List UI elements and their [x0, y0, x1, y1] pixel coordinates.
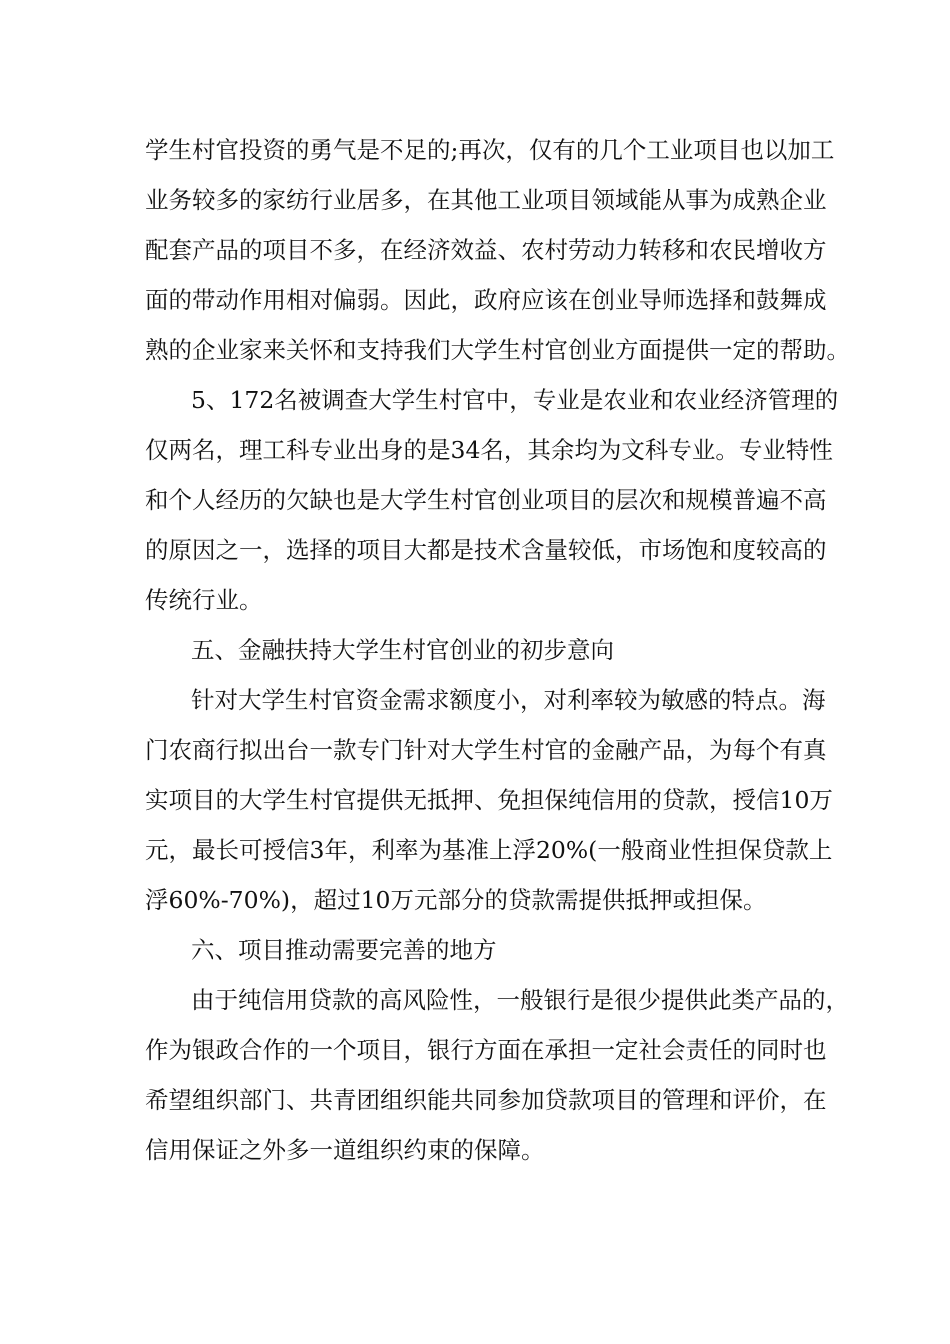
paragraph-4-line-4: 信用保证之外多一道组织约束的保障。 [145, 1136, 545, 1164]
paragraph-4-line-2: 作为银政合作的一个项目，银行方面在承担一定社会责任的同时也 [145, 1036, 827, 1064]
paragraph-2-line-4: 的原因之一，选择的项目大都是技术含量较低，市场饱和度较高的 [145, 536, 827, 564]
section-heading-5: 五、金融扶持大学生村官创业的初步意向 [191, 636, 614, 664]
paragraph-3-line-5: 浮60%-70%)，超过10万元部分的贷款需提供抵押或担保。 [145, 886, 767, 914]
paragraph-1-line-5: 熟的企业家来关怀和支持我们大学生村官创业方面提供一定的帮助。 [145, 336, 850, 364]
paragraph-1-line-1: 学生村官投资的勇气是不足的;再次，仅有的几个工业项目也以加工 [145, 136, 835, 164]
paragraph-1-line-3: 配套产品的项目不多，在经济效益、农村劳动力转移和农民增收方 [145, 236, 827, 264]
paragraph-4-line-1: 由于纯信用贷款的高风险性，一般银行是很少提供此类产品的， [191, 986, 849, 1014]
paragraph-3-line-3: 实项目的大学生村官提供无抵押、免担保纯信用的贷款，授信10万 [145, 786, 833, 814]
paragraph-3-line-4: 元，最长可授信3年，利率为基准上浮20%(一般商业性担保贷款上 [145, 836, 833, 864]
paragraph-1-line-2: 业务较多的家纺行业居多，在其他工业项目领域能从事为成熟企业 [145, 186, 827, 214]
paragraph-3-line-1: 针对大学生村官资金需求额度小，对利率较为敏感的特点。海 [191, 686, 826, 714]
paragraph-2-line-1: 5、172名被调查大学生村官中，专业是农业和农业经济管理的 [191, 386, 839, 414]
paragraph-2-line-2: 仅两名，理工科专业出身的是34名，其余均为文科专业。专业特性 [145, 436, 833, 464]
section-heading-6: 六、项目推动需要完善的地方 [191, 936, 497, 964]
paragraph-3-line-2: 门农商行拟出台一款专门针对大学生村官的金融产品，为每个有真 [145, 736, 827, 764]
paragraph-2-line-3: 和个人经历的欠缺也是大学生村官创业项目的层次和规模普遍不高 [145, 486, 827, 514]
paragraph-1-line-4: 面的带动作用相对偏弱。因此，政府应该在创业导师选择和鼓舞成 [145, 286, 827, 314]
paragraph-4-line-3: 希望组织部门、共青团组织能共同参加贷款项目的管理和评价，在 [145, 1086, 827, 1114]
paragraph-2-line-5: 传统行业。 [145, 586, 263, 614]
